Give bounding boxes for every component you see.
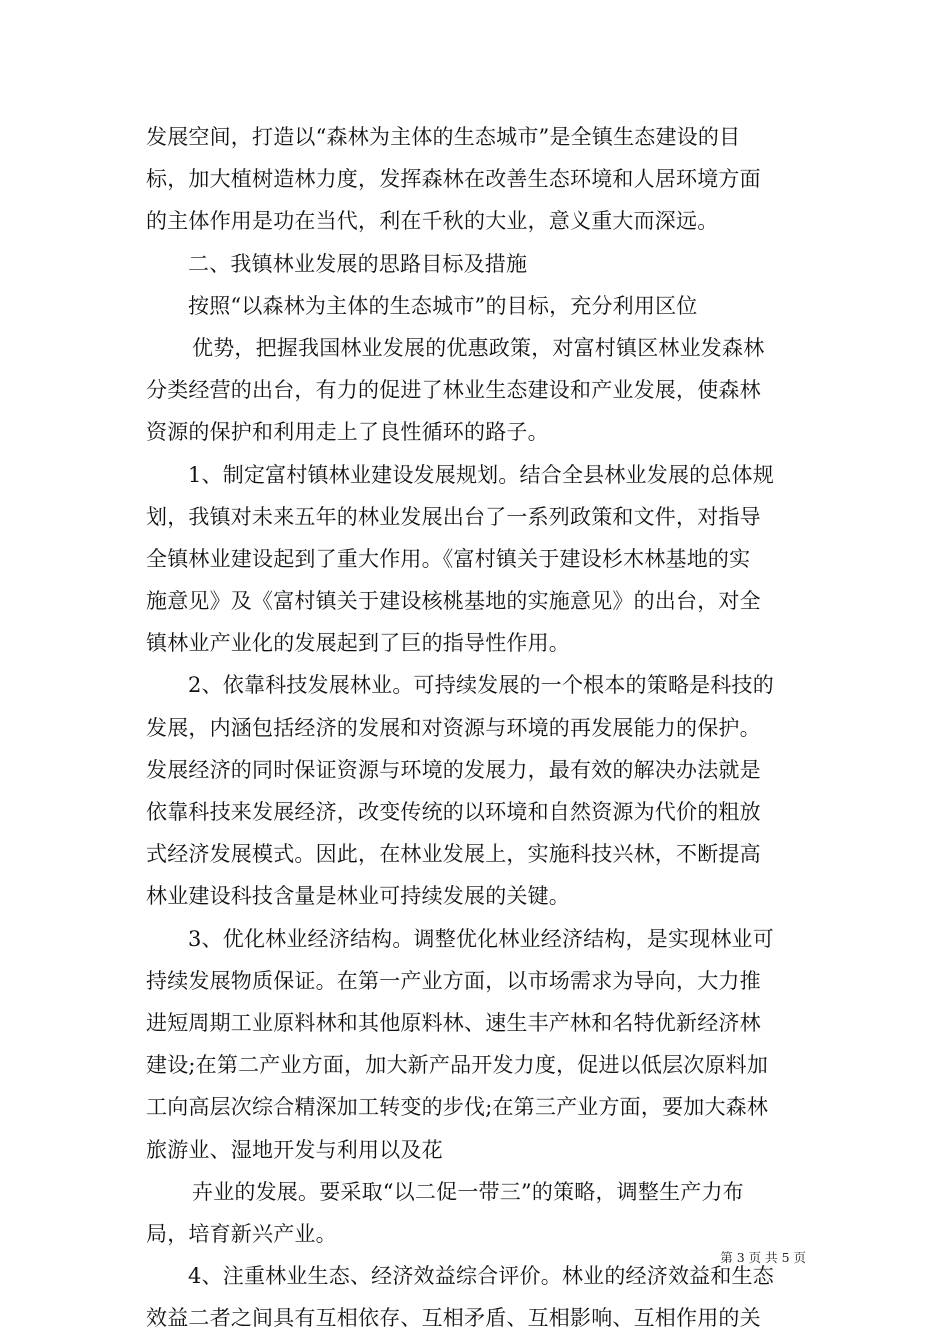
body-text bbox=[146, 116, 816, 1339]
page-number: 第 3 页 共 5 页 bbox=[720, 1250, 806, 1265]
text-line: 依靠科技来发展经济，改变传统的以环境和自然资源为代价的粗放 bbox=[146, 800, 761, 824]
text-line: 资源的保护和利用走上了良性循环的路子。 bbox=[146, 420, 549, 445]
text-line: 优势，把握我国林业发展的优惠政策，对富村镇区林业发森林 bbox=[192, 335, 765, 360]
text-line: 局，培育新兴产业。 bbox=[146, 1221, 337, 1246]
text-line: 工向高层次综合精深加工转变的步伐;在第三产业方面，要加大森林 bbox=[146, 1095, 769, 1120]
text-line: 划，我镇对未来五年的林业发展出台了一系列政策和文件，对指导 bbox=[146, 504, 761, 529]
text-line: 发展经济的同时保证资源与环境的发展力，最有效的解决办法就是 bbox=[146, 757, 761, 782]
text-line: 持续发展物质保证。在第一产业方面，以市场需求为导向，大力推 bbox=[146, 968, 761, 993]
text-line: 施意见》及《富村镇关于建设核桃基地的实施意见》的出台，对全 bbox=[146, 589, 761, 614]
text-line: 4、注重林业生态、经济效益综合评价。林业的经济效益和生态 bbox=[188, 1264, 774, 1289]
text-line: 分类经营的出台，有力的促进了林业生态建设和产业发展，使森林 bbox=[146, 378, 761, 403]
text-line: 的主体作用是功在当代，利在千秋的大业，意义重大而深远。 bbox=[146, 209, 719, 234]
text-line: 2、依靠科技发展林业。可持续发展的一个根本的策略是科技的 bbox=[188, 673, 774, 698]
text-line: 镇林业产业化的发展起到了巨的指导性作用。 bbox=[146, 631, 570, 656]
text-line: 效益二者之间具有互相依存、互相矛盾、互相影响、互相作用的关 bbox=[146, 1306, 761, 1331]
text-line: 1、制定富村镇林业建设发展规划。结合全县林业发展的总体规 bbox=[188, 462, 774, 487]
text-line: 进短周期工业原料林和其他原料林、速生丰产林和名特优新经济林 bbox=[146, 1010, 761, 1035]
text-line: 发展空间，打造以“森林为主体的生态城市”是全镇生态建设的目 bbox=[146, 125, 741, 149]
text-line: 林业建设科技含量是林业可持续发展的关键。 bbox=[146, 884, 570, 909]
text-line: 3、优化林业经济结构。调整优化林业经济结构，是实现林业可 bbox=[188, 926, 774, 951]
text-line: 按照“以森林为主体的生态城市”的目标，充分利用区位 bbox=[188, 293, 698, 318]
section-heading: 二、我镇林业发展的思路目标及措施 bbox=[188, 251, 528, 276]
text-line: 发展，内涵包括经济的发展和对资源与环境的再发展能力的保护。 bbox=[146, 715, 761, 740]
text-line: 式经济发展模式。因此，在林业发展上，实施科技兴林，不断提高 bbox=[146, 842, 761, 867]
text-line: 建设;在第二产业方面，加大新产品开发力度，促进以低层次原料加 bbox=[146, 1053, 769, 1078]
text-line: 标，加大植树造林力度，发挥森林在改善生态环境和人居环境方面 bbox=[146, 167, 761, 192]
text-line: 卉业的发展。要采取“以二促一带三”的策略，调整生产力布 bbox=[192, 1179, 744, 1204]
text-line: 全镇林业建设起到了重大作用。《富村镇关于建设杉木林基地的实 bbox=[146, 546, 751, 571]
text-line: 旅游业、湿地开发与利用以及花 bbox=[146, 1137, 443, 1162]
